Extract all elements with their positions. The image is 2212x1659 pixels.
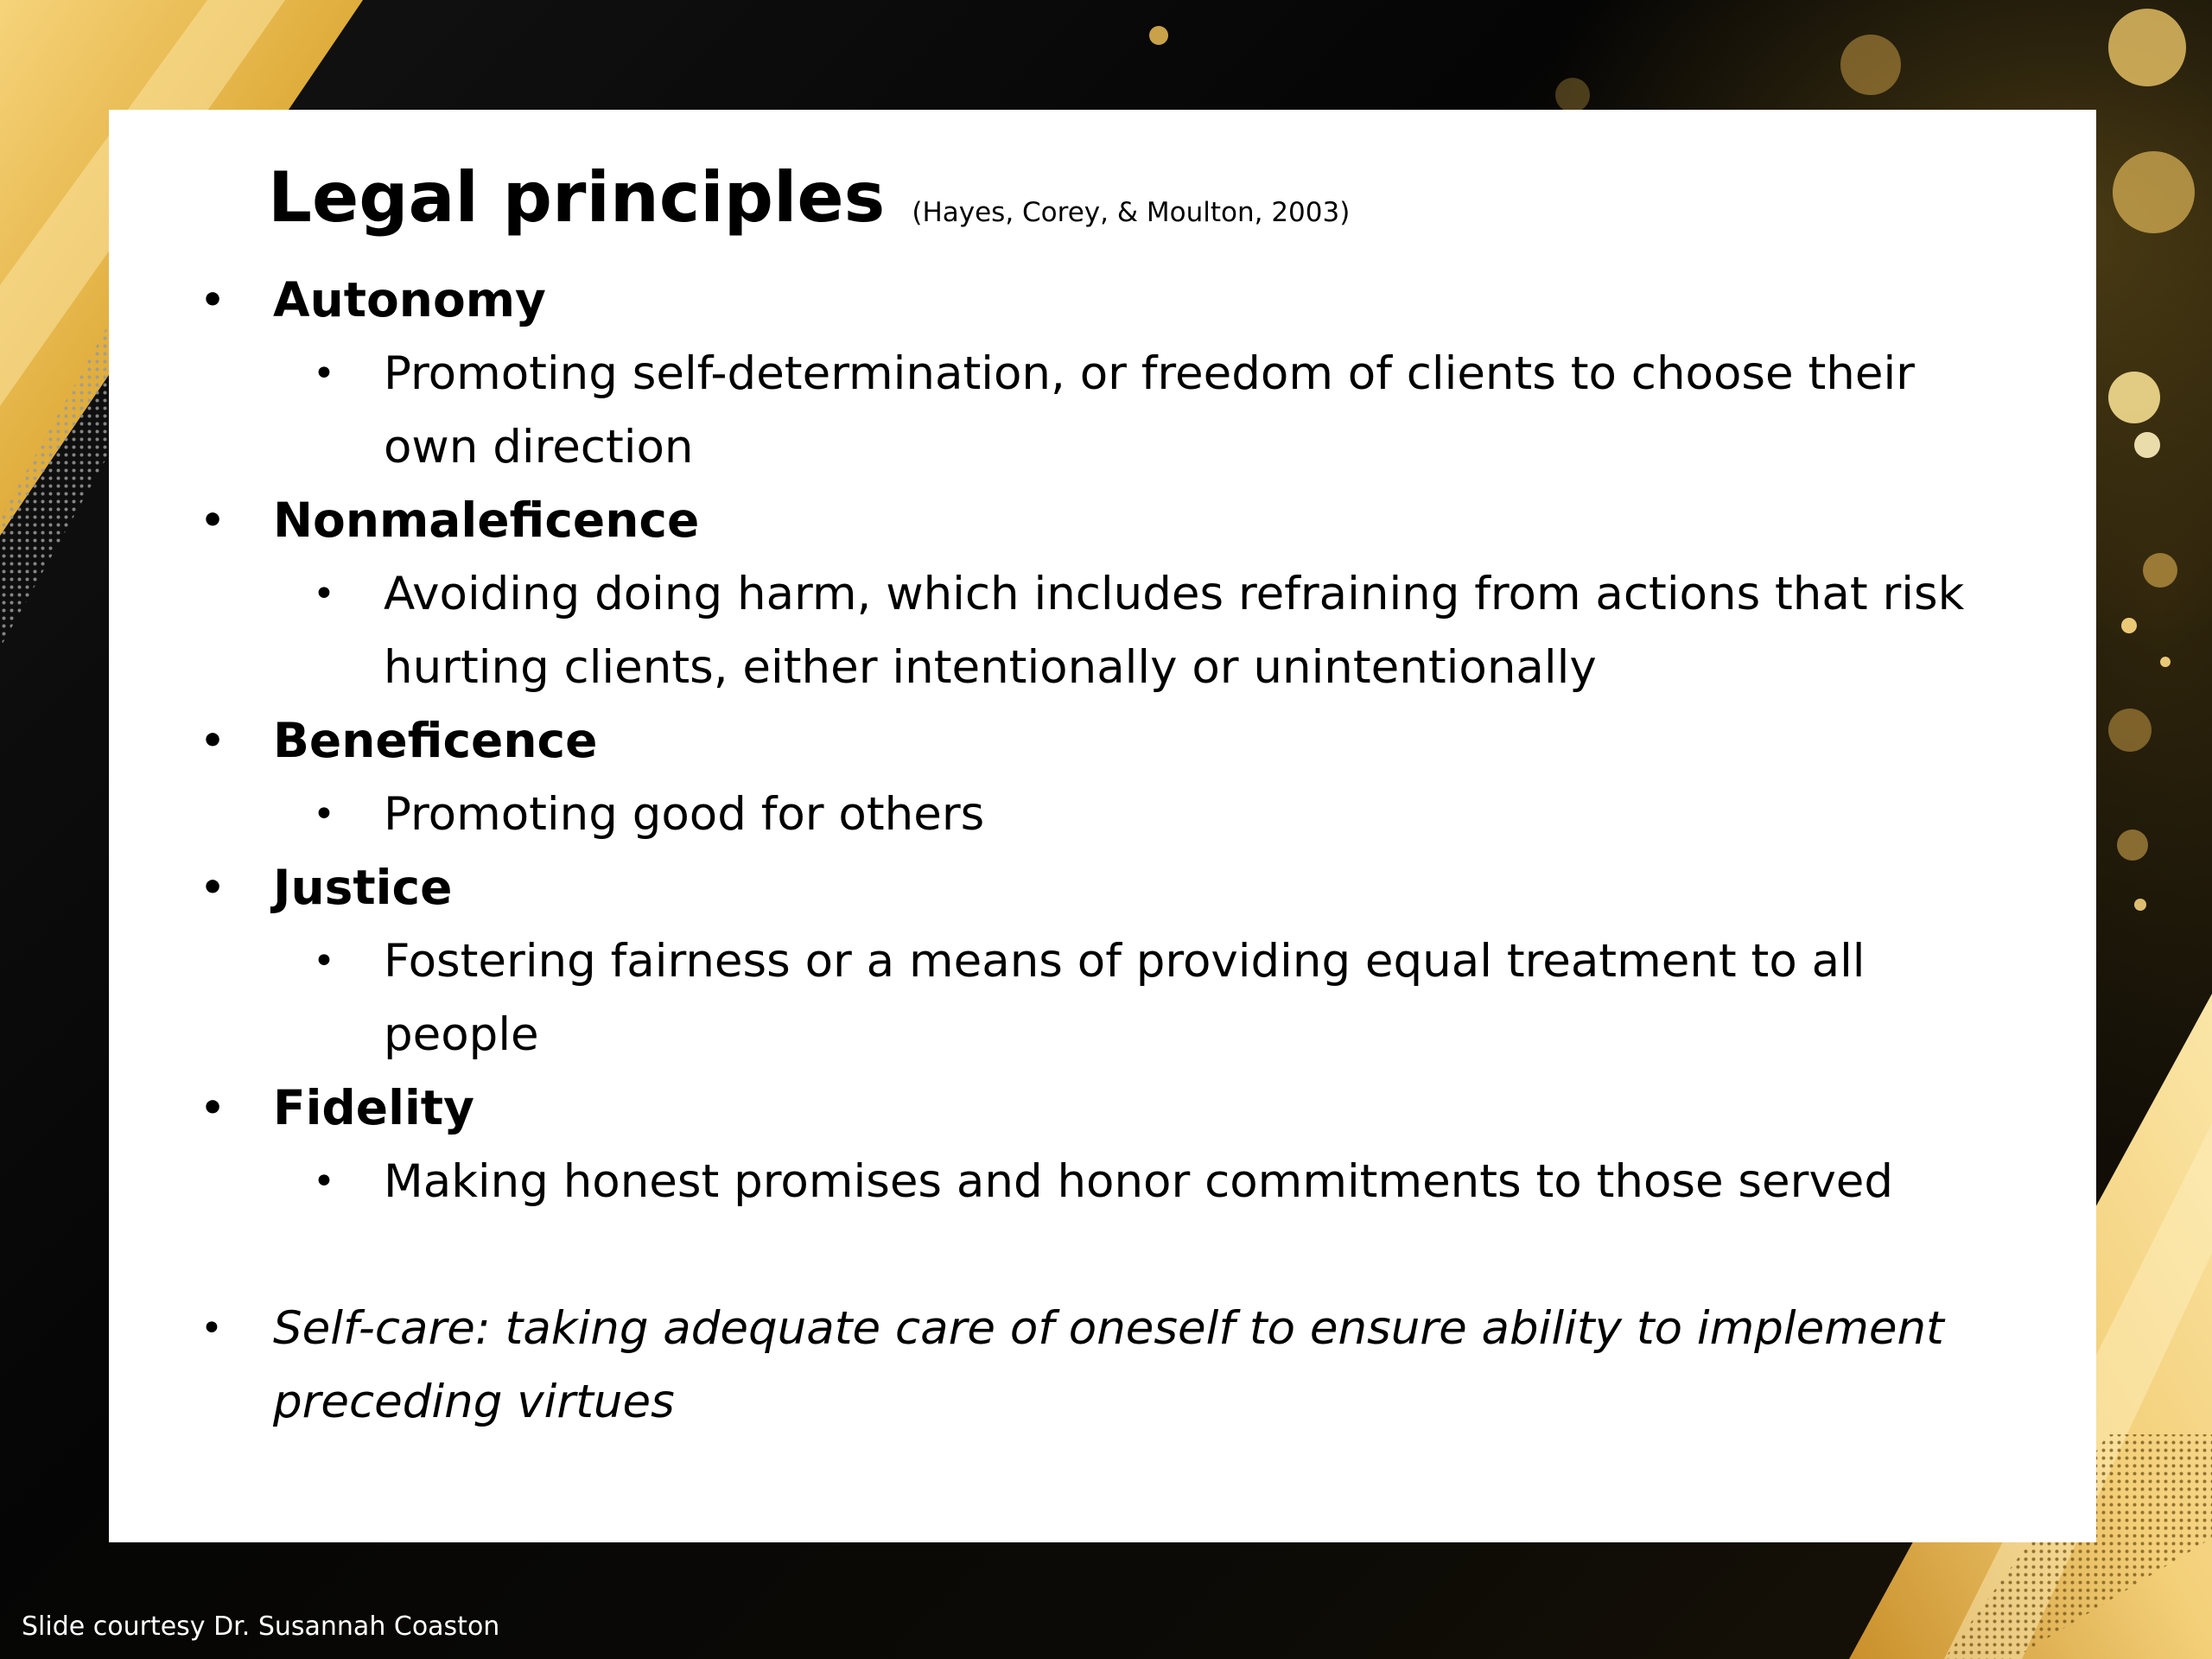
principle-description-continued [200, 998, 2067, 1071]
self-care-line: preceding virtues [273, 1376, 675, 1428]
self-care-note [200, 1292, 2067, 1365]
self-care-note-continued [200, 1365, 2067, 1439]
bokeh-light [2108, 709, 2152, 752]
principle-heading [200, 851, 2067, 925]
bokeh-light [1840, 35, 1901, 95]
principle-name: Fidelity [273, 1080, 474, 1135]
principle-description [200, 778, 2067, 851]
bullet: • [313, 939, 335, 983]
bokeh-light [1555, 78, 1590, 112]
principles-list [200, 264, 2067, 1439]
description-line: Promoting good for others [384, 788, 985, 841]
description-line: Making honest promises and honor commitments to those served [384, 1155, 1894, 1208]
slide-title: Legal principles [268, 157, 886, 238]
bullet: • [200, 866, 226, 910]
principle-description [200, 1145, 2067, 1218]
description-line: own direction [384, 421, 694, 474]
bullet: • [313, 572, 335, 616]
principle-heading [200, 1071, 2067, 1145]
principle-heading [200, 484, 2067, 557]
bokeh-light [2113, 151, 2195, 233]
principle-name: Beneficence [273, 713, 598, 768]
spacer [200, 1218, 2067, 1292]
description-line: Fostering fairness or a means of providing equal treatment to all [384, 935, 1866, 988]
bokeh-light [2108, 9, 2186, 86]
slide-credit: Slide courtesy Dr. Susannah Coaston [22, 1611, 500, 1642]
self-care-line: Self-care: taking adequate care of oneself to ensure ability to implement [273, 1302, 1944, 1355]
bokeh-light [2134, 432, 2160, 458]
bokeh-light [2134, 899, 2146, 911]
bullet: • [313, 792, 335, 836]
description-line: people [384, 1008, 539, 1061]
bullet: • [200, 1306, 223, 1351]
bullet: • [313, 1160, 335, 1204]
principle-name: Justice [273, 860, 453, 915]
bokeh-light [2108, 372, 2160, 423]
bokeh-light [2121, 618, 2137, 633]
principle-name: Nonmaleficence [273, 493, 700, 548]
bullet: • [313, 352, 335, 396]
principle-description [200, 557, 2067, 631]
bullet: • [200, 1086, 226, 1130]
bokeh-light [2117, 830, 2148, 861]
principle-heading [200, 264, 2067, 337]
principle-name: Autonomy [273, 272, 546, 327]
title-row [268, 157, 1350, 238]
description-line: hurting clients, either intentionally or unintentionally [384, 641, 1597, 694]
bullet: • [200, 719, 226, 763]
bokeh-light [2143, 553, 2177, 588]
bokeh-light [2160, 657, 2171, 667]
principle-description [200, 925, 2067, 998]
principle-description-continued [200, 410, 2067, 484]
principle-heading [200, 704, 2067, 778]
description-line: Promoting self-determination, or freedom of clients to choose their [384, 347, 1915, 400]
description-line: Avoiding doing harm, which includes refraining from actions that risk [384, 568, 1965, 620]
bullet: • [200, 278, 226, 322]
slide-citation: (Hayes, Corey, & Moulton, 2003) [912, 197, 1351, 228]
principle-description-continued [200, 631, 2067, 704]
principle-description [200, 337, 2067, 410]
bokeh-light [1149, 26, 1168, 45]
bullet: • [200, 499, 226, 543]
